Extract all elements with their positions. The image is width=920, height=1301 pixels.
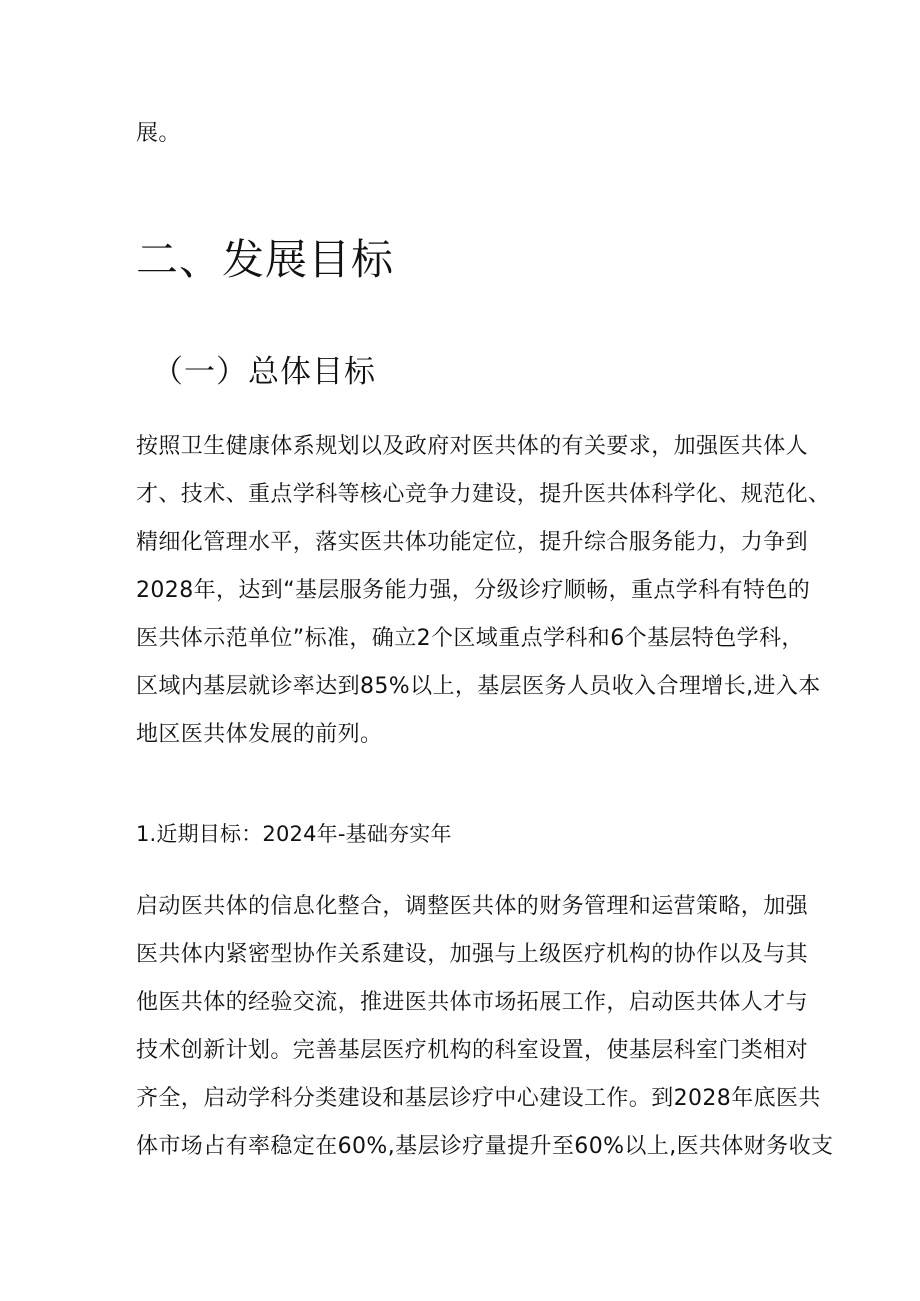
paragraph-line: 精细化管理水平，落实医共体功能定位，提升综合服务能力，力争到	[136, 530, 809, 555]
paragraph-line: 按照卫生健康体系规划以及政府对医共体的有关要求，加强医共体人	[136, 434, 809, 459]
paragraph-line: 技术创新计划。完善基层医疗机构的科室设置，使基层科室门类相对	[136, 1038, 809, 1063]
paragraph-line: 地区医共体发展的前列。	[136, 722, 383, 747]
paragraph-line: 区域内基层就诊率达到85%以上，基层医务人员收入合理增长,进入本	[136, 674, 821, 699]
paragraph-line: 启动医共体的信息化整合，调整医共体的财务管理和运营策略，加强	[136, 894, 809, 919]
subsection-heading: （一）总体目标	[152, 354, 376, 390]
paragraph-line: 他医共体的经验交流，推进医共体市场拓展工作，启动医共体人才与	[136, 990, 809, 1015]
paragraph-line: 医共体内紧密型协作关系建设，加强与上级医疗机构的协作以及与其	[136, 942, 809, 967]
paragraph-line: 体市场占有率稳定在60%,基层诊疗量提升至60%以上,医共体财务收支	[136, 1134, 834, 1159]
paragraph-line: 齐全，启动学科分类建设和基层诊疗中心建设工作。到2028年底医共	[136, 1086, 821, 1111]
paragraph-line: 才、技术、重点学科等核心竞争力建设，提升医共体科学化、规范化、	[136, 482, 831, 507]
paragraph-line: 2028年，达到“基层服务能力强，分级诊疗顺畅，重点学科有特色的	[136, 578, 811, 603]
continuation-text: 展。	[136, 121, 181, 146]
section-heading: 二、发展目标	[136, 235, 395, 284]
paragraph-line: 医共体示范单位”标准，确立2个区域重点学科和6个基层特色学科，	[136, 626, 804, 651]
item-heading: 1.近期目标：2024年-基础夯实年	[136, 822, 452, 846]
